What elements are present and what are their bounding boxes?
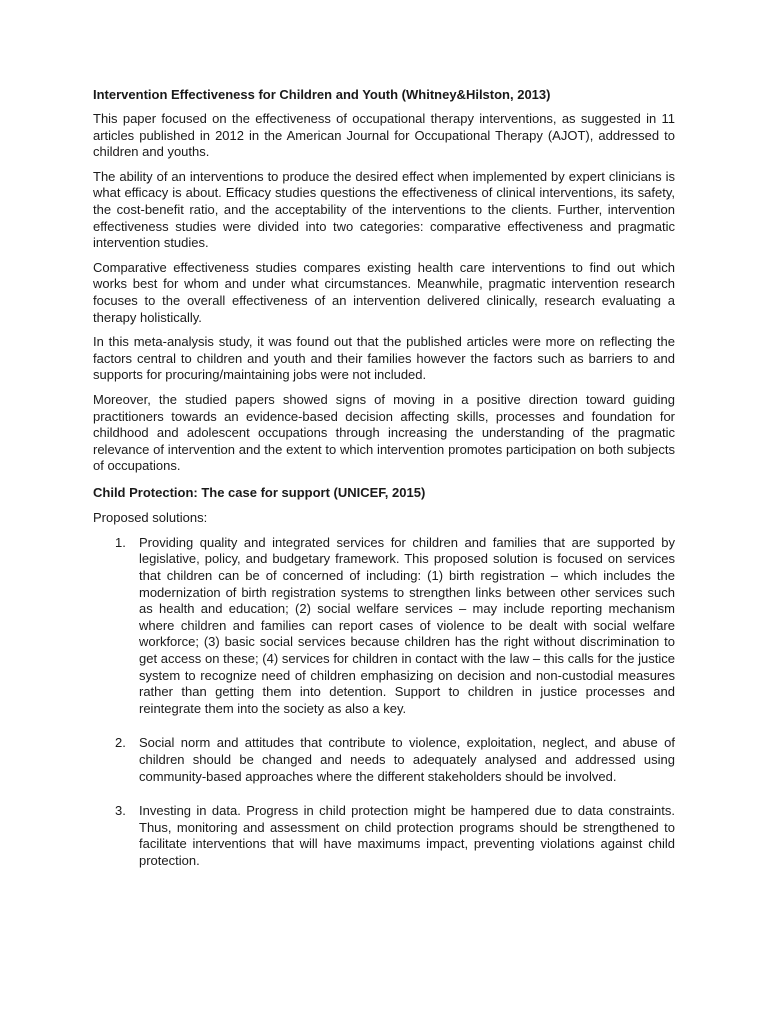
list-item [93,735,675,785]
section-heading-child-protection: Child Protection: The case for support (UNICEF, 2015) [93,484,426,500]
list-item-text: Providing quality and integrated services for children and families that are supported by legislative, policy, and budgetary framework. This proposed solution is focused on services that children can be of concerned of including: (1) birth registration – which includes the modernization of birth registration systems to strengthen links between other services such as health and education; (2) social welfare services – may include reporting mechanism where children and families can report cases of violence to be dealt with social welfare workforce; (3) basic social services because children has the right without discrimination to get access on these; (4) services for children in contact with the law – this calls for the justice system to recognize need of children emphasizing on decision and non-custodial measures rather than getting them into detention. Support to children in justice processes and reintegrate them into the society as also a key. [139,534,675,716]
list-item-number: 1. [115,534,126,550]
paragraph: In this meta-analysis study, it was found out that the published articles were more on reflecting the factors central to children and youth and their families however the factors such as barriers to and supports for procuring/maintaining jobs were not included. [93,334,675,383]
paragraph: Moreover, the studied papers showed signs of moving in a positive direction toward guiding practitioners towards an evidence-based decision affecting skills, processes and foundation for childhood and adolescent occupations through increasing the understanding of the pragmatic relevance of intervention and the extent to which intervention promotes participation on both subjects of occupations. [93,391,675,474]
section-heading-intervention: Intervention Effectiveness for Children and Youth (Whitney&Hilston, 2013) [93,87,551,102]
list-item-number: 3. [115,803,126,819]
list-item-number: 2. [115,735,126,751]
list-item-text: Social norm and attitudes that contribute to violence, exploitation, neglect, and abuse of children should be changed and needs to adequately analysed and addressed using community-based approaches where the different stakeholders should be involved. [139,735,675,784]
paragraph: This paper focused on the effectiveness of occupational therapy interventions, as suggested in 11 articles published in 2012 in the American Journal for Occupational Therapy (AJOT), addressed to children and youths. [93,111,675,160]
paragraph: Comparative effectiveness studies compares existing health care interventions to find out which works best for whom and under what circumstances. Meanwhile, pragmatic intervention research focuses to the overall effectiveness of an intervention delivered clinically, research evaluating a therapy holistically. [93,259,675,325]
list-item-text: Investing in data. Progress in child protection might be hampered due to data constraints. Thus, monitoring and assessment on child protection programs should be strengthened to facilitate interventions that will have maximums impact, preventing violations against child protection. [139,803,675,868]
list-item [93,803,675,869]
solutions-list [93,535,675,870]
list-item [93,535,675,718]
proposed-solutions-label: Proposed solutions: [93,509,208,525]
paragraph: The ability of an interventions to produce the desired effect when implemented by expert clinicians is what efficacy is about. Efficacy studies questions the effectiveness of clinical interventions, its safety, the cost-benefit ratio, and the acceptability of the interventions to the clients. Further, intervention effectiveness studies were divided into two categories: comparative effectiveness and pragmatic intervention studies. [93,168,675,251]
